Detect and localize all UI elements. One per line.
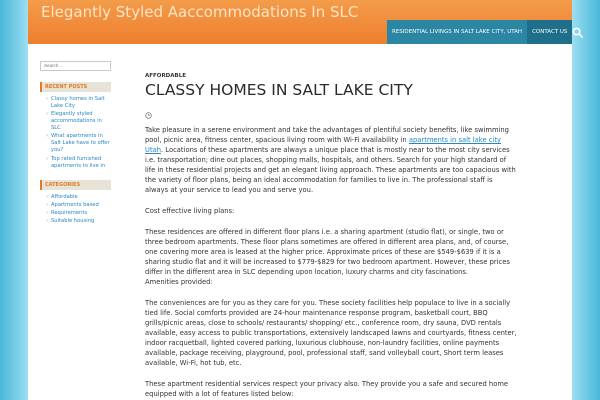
apartments-link[interactable]: apartments in salt lake city Utah bbox=[145, 136, 501, 154]
recent-posts-list bbox=[40, 92, 111, 170]
paragraph-conveniences: The conveniences are for you as they care for you. These society facilities help populace to live in a socially tied life. Social comforts provided are 24-hour maintenance response program, basketball court, BBQ grills/picnic areas, close to schools/ restaurants/ shopping/ etc., conference room, dry sauna, DVD rentals available, easy access to public transportations, extensively landscaped lawns and courtyards, fitness center, indoor racquetball, lighted covered parking, luxurious clubhouse, non-laundry facilities, online payments available, package receiving, playground, pool, professional staff, sand volleyball court, Short term leases available, Wi-Fi, hot tub, etc. bbox=[145, 299, 517, 367]
category-link[interactable]: › Affordable bbox=[46, 194, 111, 201]
post-meta bbox=[145, 104, 517, 112]
category-link[interactable]: › Suitable housing bbox=[46, 218, 111, 225]
page-content-area bbox=[28, 44, 572, 400]
site-title[interactable]: Elegantly Styled Aaccommodations In SLC bbox=[41, 3, 359, 21]
post-title: CLASSY HOMES IN SALT LAKE CITY bbox=[145, 81, 413, 99]
site-header bbox=[28, 0, 572, 44]
categories-list bbox=[40, 190, 111, 226]
categories-title: CATEGORIES bbox=[40, 180, 111, 190]
paragraph-floor-plans: These residences are offered in different floor plans i.e. a sharing apartment (studio flat), or single, two or three bedroom apartments. These floor plans sometimes are offered in different area plans, and, of course, one covering more area is leased at the higher price. Approximate prices of these are $549-$639 if it is a sharing studio flat and it will be increased to $779-$829 for two bedroom apartment. However, these prices differ in the different area in SLC depending upon location, luxury charms and city fascinations. bbox=[145, 228, 510, 276]
recent-posts-widget bbox=[40, 82, 111, 170]
sidebar-search-input[interactable] bbox=[40, 61, 111, 71]
category-link[interactable]: › Apartments based bbox=[46, 202, 111, 209]
post-article bbox=[145, 73, 517, 400]
recent-post-link[interactable]: › What apartments in Salt Lake have to offer you? bbox=[46, 133, 111, 154]
post-category[interactable]: AFFORDABLE bbox=[145, 73, 186, 79]
paragraph-privacy: These apartment residential services respect your privacy also. They provide you a safe and secured home equipped with a lot of features listed below: bbox=[145, 380, 509, 398]
main-nav bbox=[387, 20, 572, 44]
paragraph-intro bbox=[145, 125, 517, 195]
categories-widget bbox=[40, 180, 111, 226]
post-body bbox=[145, 125, 517, 399]
intro-text: Take pleasure in a serene environment and take the advantages of plentiful society benefits, like swimming pool, picnic area, fitness center, spacious living room with Wi-Fi availability in bbox=[145, 126, 509, 144]
intro-text-continued: . Locations of these apartments are always a unique place that is mostly near to the most city services i.e. transportation; dine out places, shopping malls, hospitals, and others. Search for your high standard of life in these residential projects and get an elegant living approach. These apartments are too capacious with the variety of floor plans, being an ideal accommodation for families to live in. The professional staff is always at your service to lead you and serve you. bbox=[145, 146, 516, 194]
clock-icon[interactable] bbox=[145, 112, 152, 119]
recent-post-link[interactable]: › Elegantly styled accommodations in SLC bbox=[46, 111, 111, 132]
sidebar bbox=[40, 52, 111, 226]
nav-item-contact-us[interactable]: CONTACT US bbox=[532, 29, 568, 35]
recent-posts-title: RECENT POSTS bbox=[40, 82, 111, 92]
paragraph-amenities-heading: Amenities provided: bbox=[145, 278, 213, 286]
search-icon[interactable] bbox=[572, 20, 583, 44]
nav-item-residential-livings[interactable]: RESIDENTIAL LIVINGS IN SALT LAKE CITY, UTAH bbox=[387, 20, 527, 44]
category-link[interactable]: › Requirements bbox=[46, 210, 111, 217]
paragraph-cost-heading: Cost effective living plans: bbox=[145, 207, 235, 215]
recent-post-link[interactable]: › Top rated furnished apartments to live in bbox=[46, 156, 111, 170]
recent-post-link[interactable]: › Classy homes in Salt Lake City bbox=[46, 96, 111, 110]
